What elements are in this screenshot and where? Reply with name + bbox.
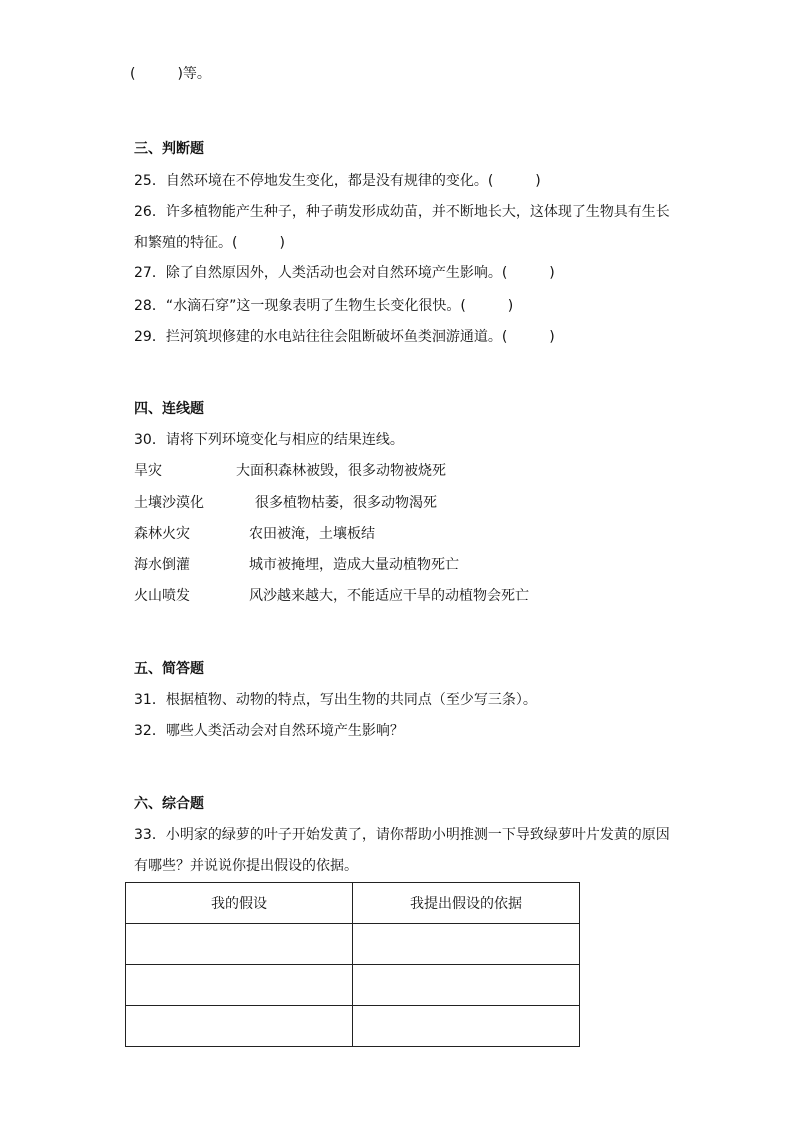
question-32: 32．哪些人类活动会对自然环境产生影响？ bbox=[134, 723, 404, 739]
match-right-item: 很多植物枯萎，很多动物渴死 bbox=[255, 495, 437, 511]
match-right-item: 风沙越来越大，不能适应干旱的动植物会死亡 bbox=[249, 588, 529, 604]
match-left-item: 土壤沙漠化 bbox=[134, 495, 204, 511]
section-3-title: 三、判断题 bbox=[134, 141, 204, 157]
question-29: 29．拦河筑坝修建的水电站往往会阻断破坏鱼类洄游通道。( ) bbox=[134, 329, 555, 345]
question-27: 27．除了自然原因外，人类活动也会对自然环境产生影响。( ) bbox=[134, 265, 555, 281]
question-33-line1: 33．小明家的绿萝的叶子开始发黄了，请你帮助小明推测一下导致绿萝叶片发黄的原因 bbox=[134, 827, 670, 843]
match-left-item: 旱灾 bbox=[134, 463, 162, 479]
table-row bbox=[126, 965, 580, 1006]
table-header-hypothesis: 我的假设 bbox=[126, 883, 353, 924]
table-row bbox=[126, 1006, 580, 1047]
question-28: 28．“水滴石穿”这一现象表明了生物生长变化很快。( ) bbox=[134, 298, 514, 314]
table-row bbox=[126, 924, 580, 965]
question-33-line2: 有哪些？并说说你提出假设的依据。 bbox=[134, 858, 358, 874]
question-31: 31．根据植物、动物的特点，写出生物的共同点（至少写三条）。 bbox=[134, 692, 537, 708]
match-right-item: 城市被掩埋，造成大量动植物死亡 bbox=[249, 557, 459, 573]
match-left-item: 海水倒灌 bbox=[134, 557, 190, 573]
section-6-title: 六、综合题 bbox=[134, 796, 204, 812]
hypothesis-table bbox=[125, 882, 580, 1047]
match-right-item: 大面积森林被毁，很多动物被烧死 bbox=[236, 463, 446, 479]
match-left-item: 火山喷发 bbox=[134, 588, 190, 604]
basis-cell[interactable] bbox=[353, 924, 580, 965]
hypothesis-cell[interactable] bbox=[126, 924, 353, 965]
table-header-row bbox=[126, 883, 580, 924]
match-right-item: 农田被淹，土壤板结 bbox=[249, 526, 375, 542]
basis-cell[interactable] bbox=[353, 965, 580, 1006]
question-26-line2: 和繁殖的特征。( ) bbox=[134, 235, 285, 251]
match-left-item: 森林火灾 bbox=[134, 526, 190, 542]
top-fragment: ( )等。 bbox=[130, 66, 211, 82]
question-25: 25．自然环境在不停地发生变化，都是没有规律的变化。( ) bbox=[134, 173, 541, 189]
question-30-prompt: 30．请将下列环境变化与相应的结果连线。 bbox=[134, 432, 404, 448]
hypothesis-cell[interactable] bbox=[126, 1006, 353, 1047]
hypothesis-cell[interactable] bbox=[126, 965, 353, 1006]
basis-cell[interactable] bbox=[353, 1006, 580, 1047]
section-4-title: 四、连线题 bbox=[134, 401, 204, 417]
section-5-title: 五、简答题 bbox=[134, 661, 204, 677]
question-26-line1: 26．许多植物能产生种子，种子萌发形成幼苗，并不断地长大，这体现了生物具有生长 bbox=[134, 204, 670, 220]
table-header-basis: 我提出假设的依据 bbox=[353, 883, 580, 924]
